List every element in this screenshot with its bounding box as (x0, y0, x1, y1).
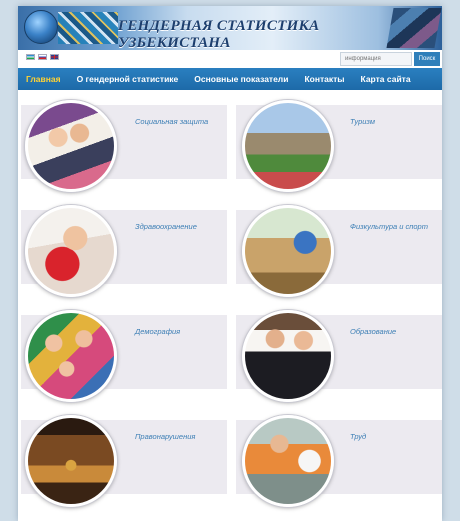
nav-item-contacts[interactable]: Контакты (304, 74, 345, 84)
search-button[interactable]: Поиск (414, 52, 440, 66)
students-photo[interactable] (242, 310, 334, 402)
family-photo[interactable] (25, 100, 117, 192)
en-flag-icon[interactable] (50, 54, 59, 60)
category-label[interactable]: Правонарушения (135, 432, 196, 441)
nav-item-home[interactable]: Главная (26, 74, 61, 84)
globe-logo-icon (24, 10, 58, 44)
search-input[interactable] (340, 52, 412, 66)
nav-item-about[interactable]: О гендерной статистике (76, 74, 179, 84)
page-container (18, 6, 442, 521)
category-label[interactable]: Физкультура и спорт (350, 222, 428, 231)
language-switcher (26, 54, 59, 60)
nav-item-indicators[interactable]: Основные показатели (194, 74, 289, 84)
ru-flag-icon[interactable] (38, 54, 47, 60)
children-photo[interactable] (25, 310, 117, 402)
nav-item-sitemap[interactable]: Карта сайта (360, 74, 411, 84)
category-label[interactable]: Социальная защита (135, 117, 209, 126)
monument-photo[interactable] (242, 100, 334, 192)
sports-photo[interactable] (242, 205, 334, 297)
factory-worker-photo[interactable] (242, 415, 334, 507)
scales-photo[interactable] (25, 415, 117, 507)
header-banner (18, 6, 442, 50)
category-label[interactable]: Демография (135, 327, 181, 336)
category-label[interactable]: Образование (350, 327, 397, 336)
textile-pattern-icon (58, 12, 118, 44)
main-nav (18, 68, 442, 90)
uz-flag-icon[interactable] (26, 54, 35, 60)
books-icon (386, 8, 441, 48)
category-label[interactable]: Здравоохранение (135, 222, 197, 231)
category-label[interactable]: Туризм (350, 117, 375, 126)
vaccination-photo[interactable] (25, 205, 117, 297)
category-label[interactable]: Труд (350, 432, 367, 441)
site-title: ГЕНДЕРНАЯ СТАТИСТИКА УЗБЕКИСТАНА (118, 18, 320, 51)
